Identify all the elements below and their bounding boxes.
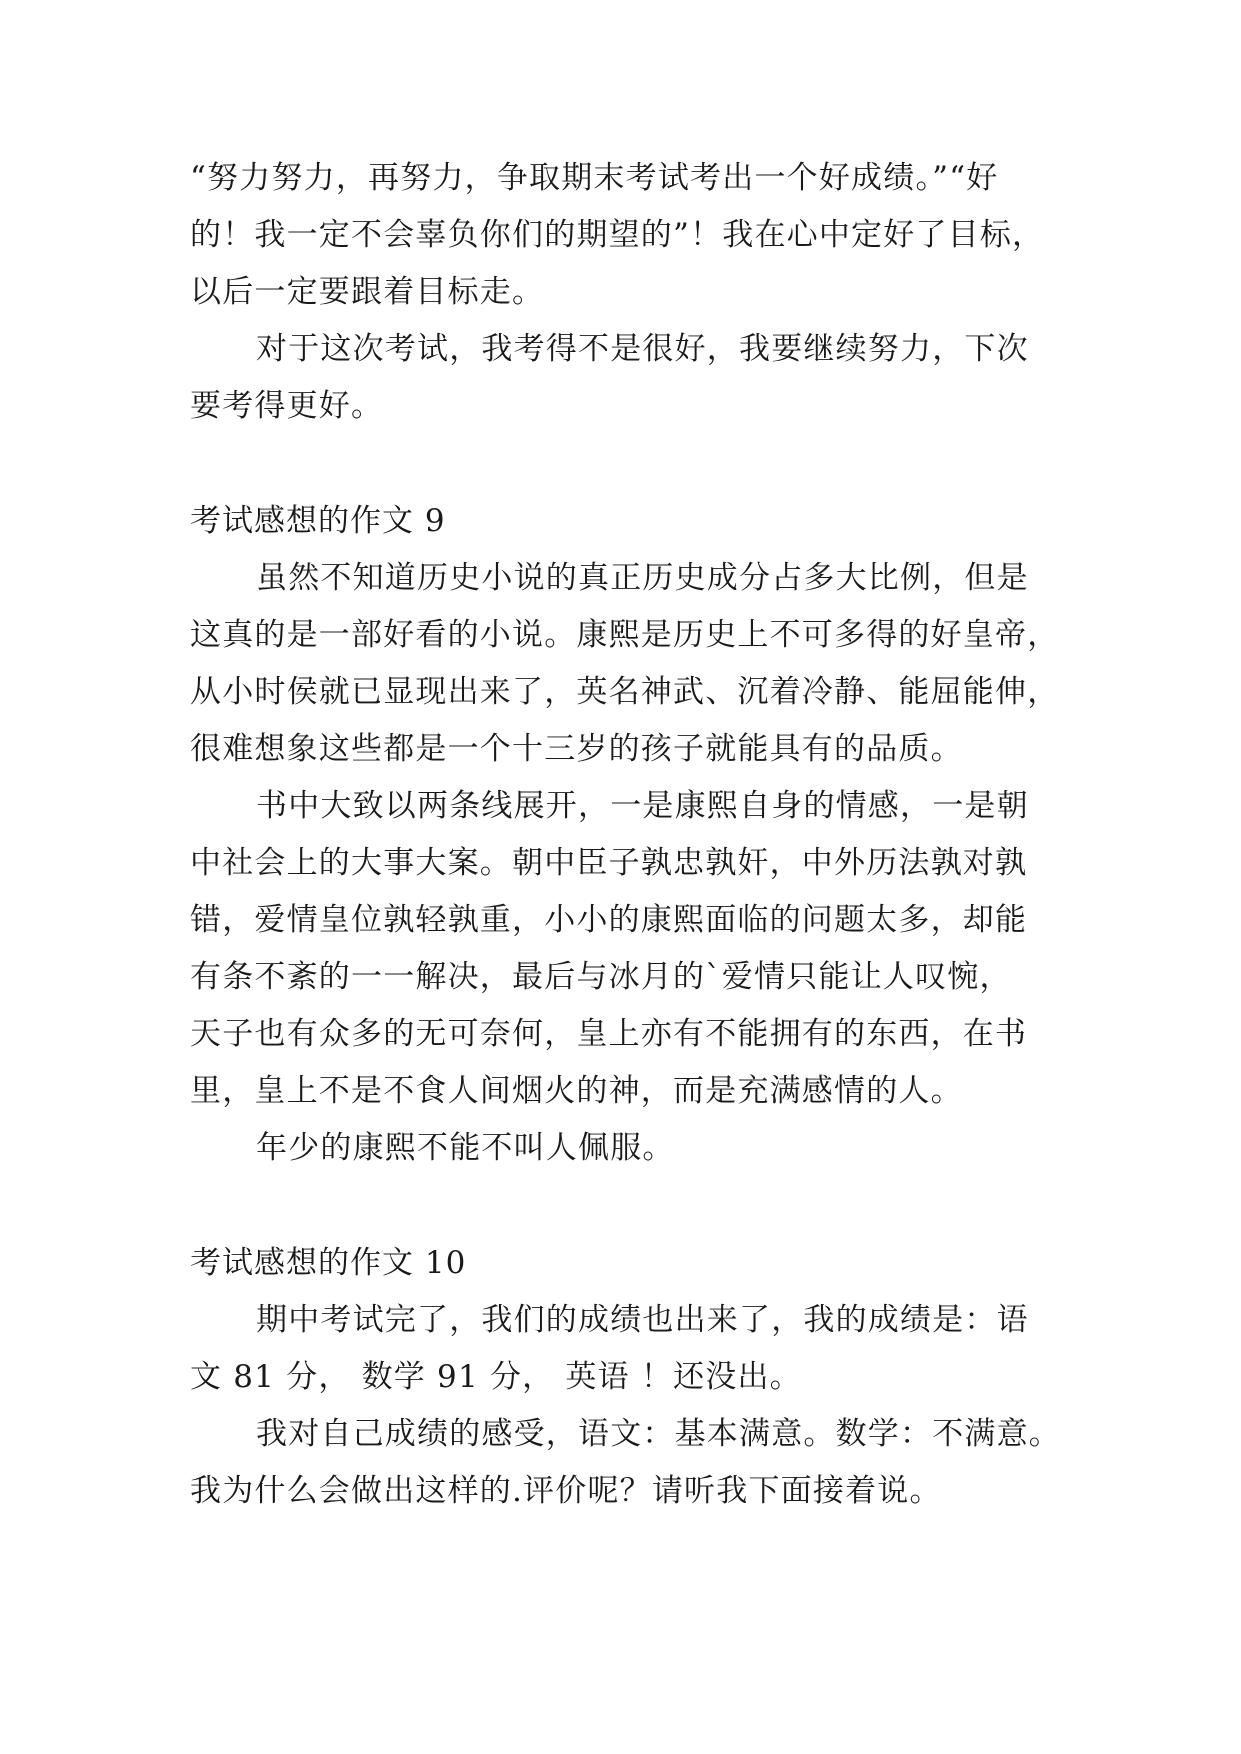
section-spacer: [190, 443, 1060, 501]
paragraph: [190, 1414, 1060, 1528]
text-line: 要考得更好。: [190, 388, 384, 424]
text-line: 里，皇上不是不食人间烟火的神，而是充满感情的人。: [190, 1073, 963, 1109]
paragraph: [190, 329, 1060, 443]
text-line: 从小时侯就已显现出来了，英名神武、沉着冷静、能屈能伸，: [190, 674, 1060, 710]
text-line: 错，爱情皇位孰轻孰重，小小的康熙面临的问题太多，却能: [190, 902, 1028, 938]
paragraph: [190, 558, 1060, 786]
text-line: 很难想象这些都是一个十三岁的孩子就能具有的品质。: [190, 731, 963, 767]
paragraph: [190, 158, 1060, 329]
paragraph: [190, 786, 1060, 1128]
text-line: 文 81 分， 数学 91 分， 英语 ！还没出。: [190, 1359, 802, 1395]
text-line: 虽然不知道历史小说的真正历史成分占多大比例，但是: [256, 560, 1029, 596]
text-line: 中社会上的大事大案。朝中臣子孰忠孰奸，中外历法孰对孰: [190, 845, 1028, 881]
document-page: [190, 158, 1060, 1528]
text-line: 这真的是一部好看的小说。康熙是历史上不可多得的好皇帝，: [190, 617, 1060, 653]
text-line: 我对自己成绩的感受，语文：基本满意。数学：不满意。: [256, 1416, 1061, 1452]
paragraph: [190, 1300, 1060, 1414]
section-spacer: [190, 1185, 1060, 1243]
text-line: “努力努力，再努力，争取期末考试考出一个好成绩。”“好: [190, 160, 999, 196]
section-title: 考试感想的作文 10: [190, 1245, 467, 1281]
text-line: 对于这次考试，我考得不是很好，我要继续努力，下次: [256, 331, 1029, 367]
text-line: 年少的康熙不能不叫人佩服。: [256, 1130, 675, 1166]
text-line: 以后一定要跟着目标走。: [190, 274, 545, 310]
text-line: 书中大致以两条线展开，一是康熙自身的情感，一是朝: [256, 788, 1029, 824]
text-line: 天子也有众多的无可奈何，皇上亦有不能拥有的东西，在书: [190, 1016, 1028, 1052]
text-line: 的！我一定不会辜负你们的期望的”！我在心中定好了目标，: [190, 217, 1045, 253]
text-line: 期中考试完了，我们的成绩也出来了，我的成绩是：语: [256, 1302, 1029, 1338]
section-title: 考试感想的作文 9: [190, 503, 446, 539]
text-line: 有条不紊的一一解决，最后与冰月的`爱情只能让人叹惋，: [190, 959, 1012, 995]
text-line: 我为什么会做出这样的.评价呢？请听我下面接着说。: [190, 1473, 942, 1509]
paragraph: [190, 1128, 1060, 1185]
